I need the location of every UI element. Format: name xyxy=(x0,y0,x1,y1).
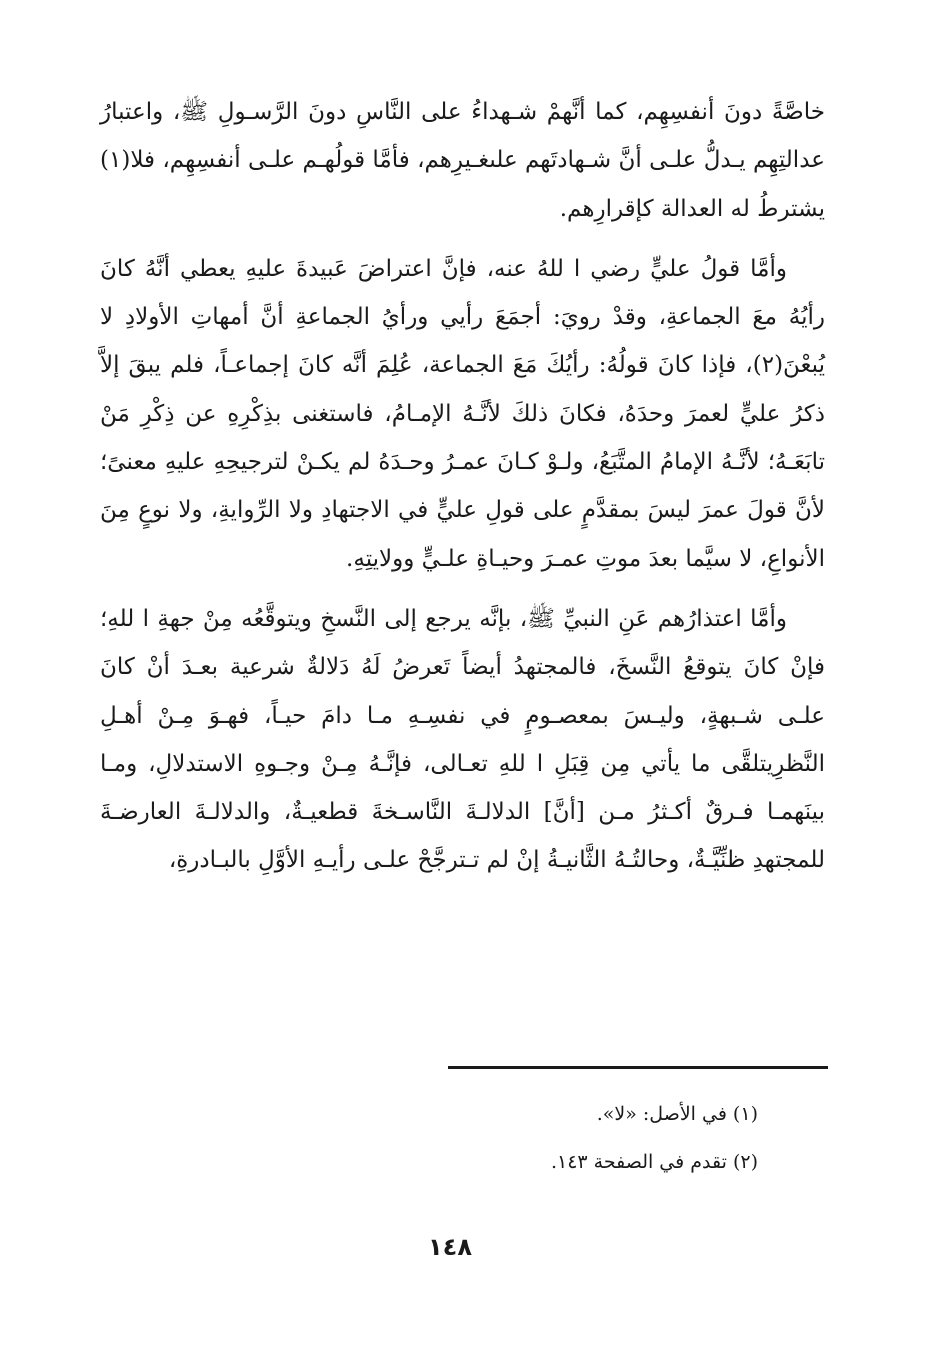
footnotes xyxy=(260,1090,758,1186)
paragraph-1: خاصَّةً دونَ أنفسِهِم، كما أنَّهمْ شـهداءُ على النَّاسِ دونَ الرَّسـولِ ﷺ، واعتبارُ عدالتِهِم يـدلُّ علـى أنَّ شـهادتَهم علىغـيرِهم، فأمَّا قولُهـم علـى أنفسِهِم، فلا(١) يشترطُ له العدالة كإقرارِهم. xyxy=(100,99,825,222)
footnote-separator xyxy=(448,1066,828,1069)
main-text xyxy=(100,88,825,897)
page-number: ١٤٨ xyxy=(428,1233,472,1261)
footnote-1: (١) في الأصل: «لا». xyxy=(596,1103,758,1125)
footnote-2: (٢) تقدم في الصفحة ١٤٣. xyxy=(550,1151,758,1173)
paragraph-2: وأمَّا قولُ عليٍّ رضي ا للهُ عنه، فإنَّ اعتراضَ عَبيدةَ عليهِ يعطي أنَّهُ كانَ رأيُهُ معَ الجماعةِ، وقدْ رويَ: أجمَعَ رأيي ورأيُ الجماعةِ أنَّ أمهاتِ الأولادِ لا يُبعْنَ(٢)، فإذا كانَ قولُهُ: رأيُكَ مَعَ الجماعة، عُلِمَ أنَّه كانَ إجماعـاً، فلم يبقَ إلاَّ ذكرُ عليٍّ لعمرَ وحدَهُ، فكانَ ذلكَ لأنَّـهُ الإمـامُ، فاستغنى بذِكْرِهِ عن ذِكْرِ مَنْ تابَعَـهُ؛ لأنَّـهُ الإمامُ المتَّبَعُ، ولـوْ كـانَ عمـرُ وحـدَهُ لم يكـنْ لترجيحِهِ عليهِ معنىً؛ لأنَّ قولَ عمرَ ليسَ بمقدَّمٍ على قولِ عليٍّ في الاجتهادِ ولا الرِّوايةِ، ولا نوعٍ مِنَ الأنواعِ، لا سيَّما بعدَ موتِ عمـرَ وحيـاةِ علـيٍّ وولايتِهِ. xyxy=(100,255,825,572)
paragraph-3: وأمَّا اعتذارُهم عَنِ النبيِّ ﷺ، بإنَّه يرجع إلى النَّسخِ ويتوقَّعُه مِنْ جهةِ ا للهِ؛ فإنْ كانَ يتوقعُ النَّسخَ، فالمجتهدُ أيضاً تَعرضُ لَهُ دَلالةٌ شرعية بعـدَ أنْ كانَ علـى شـبهةٍ، وليـسَ بمعصـومٍ في نفسِـهِ مـا دامَ حيـاً، فهـوَ مِـنْ أهـلِ النَّظرِيتلقَّى ما يأتي مِن قِبَلِ ا للهِ تعـالى، فإنَّـهُ مِـنْ وجـوهِ الاستدلالِ، ومـا بينَهمـا فـرقٌ أكـثرُ مـن [أنَّ] الدلالـةَ النَّاسـخةَ قطعيـةٌ، والدلالـةَ العارضـةَ للمجتهدِ ظنِّيَّـةٌ، وحالتُـهُ الثَّانيـةُ إنْ لم تـترجَّحْ علـى رأيـهِ الأوَّلِ بالبـادرةِ، xyxy=(100,605,825,874)
